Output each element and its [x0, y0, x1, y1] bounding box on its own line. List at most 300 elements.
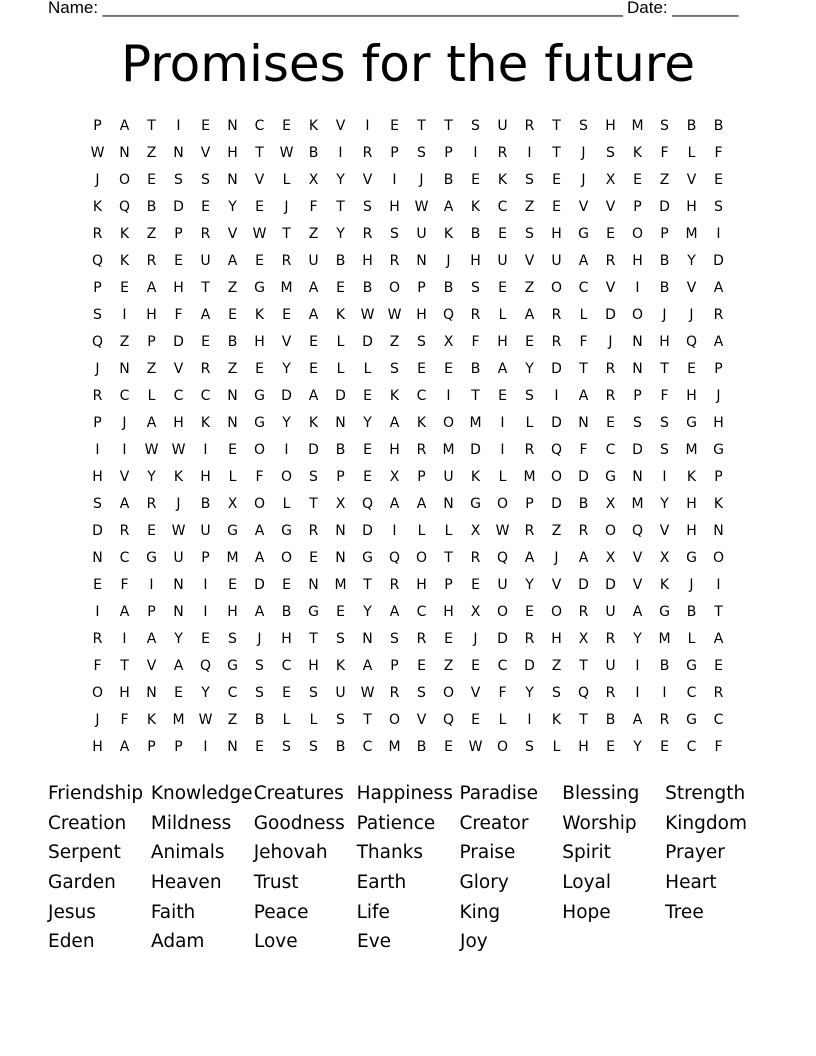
grid-cell: A: [254, 604, 265, 620]
grid-cell: S: [417, 685, 426, 701]
grid-cell: Q: [577, 685, 590, 701]
grid-cell: H: [551, 631, 562, 647]
grid-cell: X: [443, 334, 454, 350]
word-bank-item: Peace: [253, 901, 309, 923]
grid-cell: I: [122, 307, 127, 323]
grid-cell: O: [631, 226, 644, 242]
grid-cell: S: [363, 199, 372, 215]
grid-cell: U: [497, 118, 508, 134]
grid-cell: D: [173, 334, 184, 350]
grid-cell: R: [416, 631, 427, 647]
grid-cell: X: [605, 550, 616, 566]
grid-cell: L: [228, 469, 237, 485]
grid-cell: H: [551, 226, 562, 242]
grid-cell: L: [498, 712, 507, 728]
grid-cell: H: [389, 199, 400, 215]
grid-cell: T: [363, 712, 372, 728]
grid-cell: N: [632, 469, 643, 485]
grid-cell: Y: [660, 496, 669, 512]
grid-row: [84, 356, 732, 383]
grid-cell: A: [119, 118, 130, 134]
grid-cell: H: [92, 469, 103, 485]
word-bank-row: [48, 838, 768, 868]
grid-cell: K: [308, 118, 319, 134]
grid-cell: P: [147, 334, 156, 350]
grid-cell: P: [633, 388, 642, 404]
grid-cell: U: [200, 523, 211, 539]
grid-cell: E: [363, 388, 372, 404]
grid-cell: O: [550, 469, 563, 485]
grid-row: [84, 221, 732, 248]
grid-cell: V: [254, 172, 265, 188]
grid-cell: I: [365, 118, 370, 134]
grid-cell: P: [147, 739, 156, 755]
word-bank-item: King: [459, 901, 501, 923]
word-bank-item: Blessing: [562, 783, 640, 804]
grid-cell: W: [495, 523, 510, 539]
word-bank-item: Eve: [357, 931, 392, 953]
grid-cell: R: [524, 118, 535, 134]
grid-cell: A: [524, 550, 535, 566]
grid-cell: W: [171, 442, 186, 458]
grid-cell: D: [524, 658, 535, 674]
grid-cell: W: [468, 739, 483, 755]
grid-cell: O: [442, 685, 455, 701]
grid-cell: G: [686, 550, 697, 566]
word-bank-item: Patience: [356, 812, 436, 834]
grid-cell: Y: [363, 415, 372, 431]
grid-cell: Z: [227, 280, 238, 296]
word-bank-item: Friendship: [48, 783, 144, 804]
grid-cell: Z: [227, 361, 238, 377]
grid-cell: G: [470, 496, 481, 512]
grid-cell: N: [416, 253, 427, 269]
grid-cell: P: [93, 415, 102, 431]
grid-cell: I: [635, 658, 640, 674]
word-bank-item: Eden: [48, 931, 95, 953]
grid-cell: Z: [146, 361, 157, 377]
header-line: [48, 0, 748, 18]
grid-cell: L: [282, 496, 291, 512]
grid-cell: K: [497, 172, 508, 188]
grid-cell: I: [635, 280, 640, 296]
grid-cell: Z: [146, 145, 157, 161]
grid-cell: S: [228, 631, 237, 647]
grid-cell: N: [146, 685, 157, 701]
grid-cell: K: [632, 145, 643, 161]
grid-row: [84, 545, 732, 572]
grid-cell: U: [443, 469, 454, 485]
grid-cell: D: [713, 253, 724, 269]
grid-cell: H: [659, 334, 670, 350]
word-bank-item: Spirit: [562, 842, 611, 864]
grid-cell: Q: [91, 334, 104, 350]
grid-cell: Z: [551, 523, 562, 539]
grid-cell: H: [119, 685, 130, 701]
grid-cell: T: [471, 388, 480, 404]
word-bank-item: Creation: [48, 812, 127, 834]
grid-cell: D: [605, 577, 616, 593]
grid-cell: T: [714, 604, 723, 620]
grid-cell: I: [500, 442, 505, 458]
grid-cell: T: [309, 631, 318, 647]
grid-cell: M: [631, 118, 644, 134]
grid-cell: K: [92, 199, 103, 215]
grid-cell: V: [686, 280, 697, 296]
grid-cell: G: [686, 712, 697, 728]
grid-cell: T: [309, 496, 318, 512]
grid-cell: F: [714, 145, 723, 161]
grid-cell: W: [360, 685, 375, 701]
grid-cell: A: [362, 658, 373, 674]
grid-cell: O: [118, 172, 131, 188]
word-bank-item: Thanks: [356, 842, 424, 864]
grid-cell: N: [713, 523, 724, 539]
grid-cell: I: [500, 415, 505, 431]
grid-cell: M: [469, 415, 482, 431]
grid-cell: E: [309, 334, 318, 350]
grid-cell: Y: [336, 226, 345, 242]
grid-cell: X: [227, 496, 238, 512]
grid-cell: W: [252, 226, 267, 242]
grid-cell: E: [309, 361, 318, 377]
grid-cell: P: [336, 469, 345, 485]
grid-cell: J: [581, 172, 586, 188]
grid-cell: N: [335, 523, 346, 539]
grid-cell: C: [416, 604, 427, 620]
grid-row: [84, 410, 732, 437]
grid-cell: H: [92, 739, 103, 755]
grid-cell: F: [660, 388, 669, 404]
word-bank-item: Paradise: [459, 783, 538, 804]
grid-cell: K: [146, 712, 157, 728]
grid-cell: T: [147, 118, 156, 134]
grid-cell: R: [389, 685, 400, 701]
grid-cell: G: [578, 226, 589, 242]
grid-cell: P: [174, 226, 183, 242]
grid-cell: T: [579, 361, 588, 377]
grid-cell: S: [309, 685, 318, 701]
grid-cell: W: [144, 442, 159, 458]
grid-cell: M: [172, 712, 185, 728]
word-bank-item: Happiness: [356, 783, 453, 804]
word-bank-item: Knowledge: [150, 783, 253, 804]
grid-cell: P: [444, 577, 453, 593]
grid-cell: I: [392, 172, 397, 188]
grid-cell: V: [119, 469, 130, 485]
grid-cell: D: [632, 442, 643, 458]
grid-cell: A: [578, 388, 589, 404]
grid-cell: W: [198, 712, 213, 728]
grid-cell: J: [473, 631, 478, 647]
word-bank-item: Joy: [460, 931, 488, 953]
word-bank-row: [48, 927, 768, 957]
grid-cell: C: [254, 118, 265, 134]
grid-cell: S: [660, 442, 669, 458]
grid-cell: K: [119, 253, 130, 269]
grid-row: [84, 383, 732, 410]
grid-cell: R: [713, 685, 724, 701]
grid-cell: Q: [685, 334, 698, 350]
grid-cell: S: [525, 172, 534, 188]
grid-cell: T: [552, 118, 561, 134]
grid-cell: K: [119, 226, 130, 242]
grid-cell: R: [524, 523, 535, 539]
grid-cell: E: [552, 199, 561, 215]
grid-cell: A: [578, 550, 589, 566]
grid-row: [84, 707, 732, 734]
grid-cell: T: [201, 280, 210, 296]
grid-cell: D: [470, 442, 481, 458]
grid-cell: R: [497, 145, 508, 161]
grid-cell: J: [608, 334, 613, 350]
grid-cell: L: [687, 145, 696, 161]
grid-cell: E: [444, 739, 453, 755]
grid-cell: J: [554, 550, 559, 566]
grid-cell: I: [473, 145, 478, 161]
grid-cell: B: [605, 712, 616, 728]
grid-cell: K: [173, 469, 184, 485]
grid-cell: S: [552, 685, 561, 701]
grid-cell: P: [390, 658, 399, 674]
grid-cell: O: [415, 550, 428, 566]
grid-cell: Q: [361, 496, 374, 512]
grid-cell: Q: [199, 658, 212, 674]
grid-cell: B: [254, 712, 265, 728]
grid-cell: H: [443, 604, 454, 620]
grid-cell: B: [362, 280, 373, 296]
grid-cell: C: [362, 739, 373, 755]
grid-cell: I: [446, 388, 451, 404]
grid-cell: C: [281, 658, 292, 674]
grid-cell: B: [470, 361, 481, 377]
grid-cell: B: [227, 334, 238, 350]
grid-cell: R: [578, 523, 589, 539]
word-bank-item: Adam: [151, 931, 205, 953]
grid-cell: R: [578, 604, 589, 620]
grid-cell: V: [605, 199, 616, 215]
grid-cell: E: [498, 226, 507, 242]
grid-cell: H: [605, 118, 616, 134]
grid-cell: C: [497, 658, 508, 674]
word-bank-item: Praise: [459, 842, 516, 864]
grid-cell: G: [254, 415, 265, 431]
grid-cell: H: [389, 442, 400, 458]
grid-cell: D: [254, 577, 265, 593]
grid-cell: F: [255, 469, 264, 485]
grid-cell: R: [551, 334, 562, 350]
grid-cell: E: [471, 172, 480, 188]
grid-cell: K: [254, 307, 265, 323]
grid-cell: E: [687, 361, 696, 377]
grid-cell: A: [173, 658, 184, 674]
grid-cell: T: [282, 226, 291, 242]
grid-cell: A: [416, 496, 427, 512]
grid-cell: R: [92, 388, 103, 404]
grid-cell: H: [173, 280, 184, 296]
grid-row: [84, 302, 732, 329]
grid-cell: Y: [282, 361, 291, 377]
grid-cell: H: [200, 469, 211, 485]
grid-cell: T: [120, 658, 129, 674]
grid-cell: L: [687, 631, 696, 647]
grid-cell: Y: [525, 361, 534, 377]
grid-cell: O: [388, 280, 401, 296]
grid-cell: S: [336, 631, 345, 647]
grid-cell: K: [443, 226, 454, 242]
grid-cell: V: [227, 226, 238, 242]
grid-cell: R: [119, 523, 130, 539]
grid-cell: B: [335, 442, 346, 458]
grid-cell: R: [389, 253, 400, 269]
grid-cell: F: [714, 739, 723, 755]
grid-cell: P: [417, 469, 426, 485]
grid-row: [84, 464, 732, 491]
grid-cell: Y: [336, 172, 345, 188]
grid-cell: O: [604, 523, 617, 539]
grid-cell: S: [633, 415, 642, 431]
word-bank-item: Faith: [150, 901, 196, 923]
grid-row: [84, 194, 732, 221]
grid-cell: O: [631, 307, 644, 323]
grid-cell: Q: [550, 442, 563, 458]
grid-cell: S: [660, 415, 669, 431]
grid-cell: A: [254, 550, 265, 566]
grid-cell: E: [606, 415, 615, 431]
grid-cell: B: [200, 496, 211, 512]
grid-cell: H: [227, 604, 238, 620]
grid-cell: F: [471, 334, 480, 350]
grid-cell: J: [689, 577, 694, 593]
grid-cell: J: [284, 199, 289, 215]
grid-cell: C: [173, 388, 184, 404]
grid-cell: E: [444, 361, 453, 377]
grid-cell: Q: [496, 550, 509, 566]
grid-cell: J: [95, 361, 100, 377]
grid-cell: Z: [227, 712, 238, 728]
grid-cell: I: [122, 631, 127, 647]
grid-cell: N: [227, 739, 238, 755]
grid-cell: R: [146, 253, 157, 269]
grid-cell: R: [389, 577, 400, 593]
grid-cell: I: [662, 685, 667, 701]
grid-cell: V: [524, 253, 535, 269]
grid-cell: H: [227, 145, 238, 161]
grid-cell: K: [200, 415, 211, 431]
grid-cell: R: [362, 226, 373, 242]
grid-cell: X: [605, 172, 616, 188]
grid-cell: F: [498, 685, 507, 701]
word-bank-item: Garden: [48, 872, 116, 894]
grid-cell: Y: [174, 631, 183, 647]
grid-cell: Z: [389, 334, 400, 350]
grid-row: [84, 734, 732, 761]
grid-cell: M: [334, 577, 347, 593]
grid-cell: P: [417, 280, 426, 296]
grid-cell: B: [659, 253, 670, 269]
grid-cell: A: [632, 604, 643, 620]
grid-cell: C: [686, 739, 697, 755]
grid-cell: V: [632, 550, 643, 566]
grid-cell: K: [470, 469, 481, 485]
grid-cell: S: [417, 145, 426, 161]
grid-cell: E: [552, 172, 561, 188]
grid-cell: Y: [201, 685, 210, 701]
grid-cell: S: [471, 118, 480, 134]
grid-cell: X: [605, 496, 616, 512]
word-bank-item: Heaven: [150, 872, 222, 894]
grid-cell: S: [390, 361, 399, 377]
grid-cell: L: [363, 361, 372, 377]
grid-cell: Q: [631, 523, 644, 539]
grid-cell: R: [308, 523, 319, 539]
page-title: Promises for the future: [120, 35, 696, 93]
word-bank-item: Strength: [665, 783, 746, 804]
grid-cell: I: [284, 442, 289, 458]
grid-cell: E: [201, 334, 210, 350]
grid-cell: G: [605, 469, 616, 485]
grid-cell: Q: [118, 199, 131, 215]
grid-cell: N: [362, 631, 373, 647]
word-bank-item: Heart: [665, 872, 717, 894]
grid-cell: R: [200, 361, 211, 377]
grid-cell: Q: [442, 307, 455, 323]
grid-cell: S: [174, 172, 183, 188]
word-bank-item: Trust: [253, 872, 299, 894]
grid-cell: N: [308, 577, 319, 593]
grid-cell: U: [551, 253, 562, 269]
grid-cell: H: [308, 658, 319, 674]
grid-cell: Q: [442, 712, 455, 728]
grid-cell: E: [525, 334, 534, 350]
grid-cell: H: [686, 496, 697, 512]
grid-cell: P: [660, 226, 669, 242]
grid-cell: M: [442, 442, 455, 458]
grid-cell: E: [606, 739, 615, 755]
grid-cell: S: [714, 199, 723, 215]
grid-cell: R: [146, 496, 157, 512]
grid-cell: B: [335, 739, 346, 755]
grid-cell: N: [578, 415, 589, 431]
grid-cell: D: [578, 577, 589, 593]
grid-cell: R: [605, 253, 616, 269]
name-field-label: Name: _______________________________________________________: [48, 0, 623, 17]
grid-cell: U: [173, 550, 184, 566]
grid-cell: M: [280, 280, 293, 296]
grid-cell: M: [685, 226, 698, 242]
grid-cell: M: [631, 496, 644, 512]
grid-cell: E: [633, 172, 642, 188]
grid-row: [84, 518, 732, 545]
grid-cell: H: [470, 253, 481, 269]
grid-cell: R: [200, 226, 211, 242]
grid-cell: G: [281, 523, 292, 539]
grid-cell: A: [119, 739, 130, 755]
grid-cell: B: [686, 118, 697, 134]
grid-cell: R: [605, 685, 616, 701]
grid-cell: E: [498, 388, 507, 404]
grid-row: [84, 275, 732, 302]
grid-cell: I: [527, 145, 532, 161]
grid-cell: Z: [119, 334, 130, 350]
grid-cell: E: [147, 172, 156, 188]
grid-cell: K: [308, 415, 319, 431]
grid-cell: Y: [147, 469, 156, 485]
grid-cell: Y: [363, 604, 372, 620]
grid-cell: H: [362, 253, 373, 269]
grid-cell: W: [171, 523, 186, 539]
grid-cell: E: [525, 604, 534, 620]
